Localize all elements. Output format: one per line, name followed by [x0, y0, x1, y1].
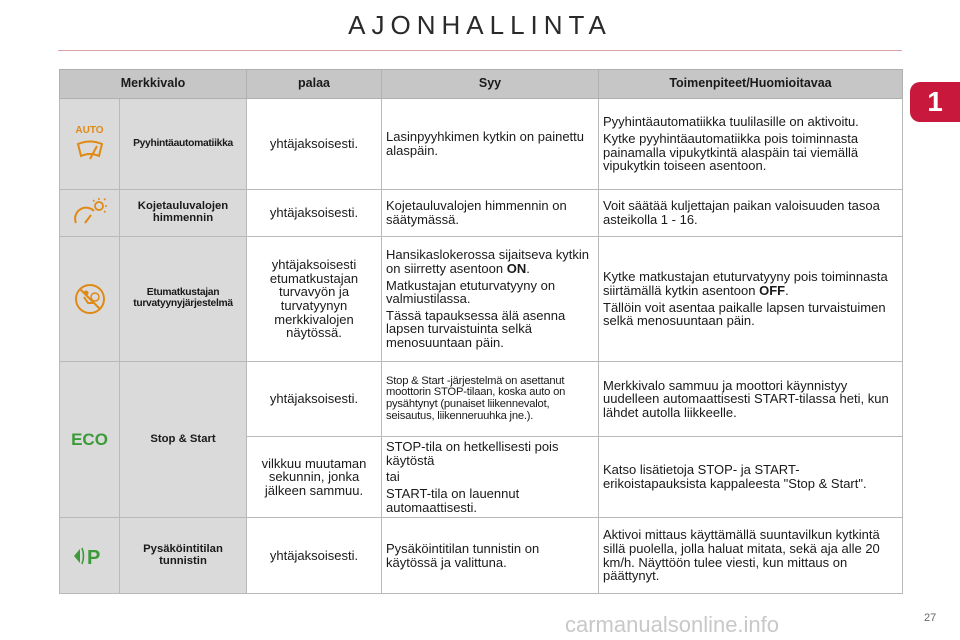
- action-cell: Merkkivalo sammuu ja moottori käynnistyy uudelleen automaattisesti START-tilassa heti, kun lähdet autolla liikkeelle.: [599, 362, 903, 437]
- svg-text:P: P: [86, 546, 100, 567]
- table-row: [60, 190, 903, 237]
- action-cell: Voit säätää kuljettajan paikan valoisuuden tasoa asteikolla 1 - 16.: [599, 190, 903, 237]
- icon-cell: [60, 190, 120, 237]
- title-divider: [58, 50, 902, 51]
- chapter-tab[interactable]: 1: [910, 82, 960, 122]
- table-row: [60, 518, 903, 594]
- cause-text: Matkustajan etuturvatyyny on valmiustilassa.: [386, 277, 556, 307]
- cause-cell: Pysäköintitilan tunnistin on käytössä ja valittuna.: [382, 518, 599, 594]
- state-cell: yhtäjaksoisesti.: [247, 362, 382, 437]
- action-cell: [599, 237, 903, 362]
- eco-icon: ECO: [71, 429, 108, 449]
- state-cell: yhtäjaksoisesti.: [247, 518, 382, 594]
- icon-cell: [60, 237, 120, 362]
- action-cell: Katso lisätietoja STOP- ja START-erikoistapauksista kappaleesta "Stop & Start".: [599, 437, 903, 518]
- indicator-name: Kojetauluvalojen himmennin: [120, 190, 247, 237]
- auto-label: AUTO: [75, 124, 104, 136]
- indicator-name: Pyyhintäautomatiikka: [120, 99, 247, 190]
- icon-cell: [60, 518, 120, 594]
- action-text: Kytke pyyhintäautomatiikka pois toiminnasta painamalla vipukytkintä alaspäin tai viemällä vipukytkin toiseen asentoon.: [603, 130, 859, 174]
- passenger-airbag-off-icon: [73, 290, 107, 305]
- switch-position-on: ON: [506, 260, 527, 276]
- action-text: Kytke matkustajan etuturvatyyny pois toiminnasta siirtämällä kytkin asentoon OFF.: [603, 269, 888, 298]
- cause-cell: Lasinpyyhkimen kytkin on painettu alaspäin.: [382, 99, 599, 190]
- cause-cell: [382, 237, 599, 362]
- cause-text: START-tila on lauennut automaattisesti.: [386, 485, 520, 515]
- action-cell: [599, 99, 903, 190]
- header-indicator: Merkkivalo: [60, 70, 247, 99]
- action-text: Pyyhintäautomatiikka tuulilasille on aktivoitu.: [603, 114, 859, 130]
- watermark: carmanualsonline.info: [565, 612, 780, 637]
- page-title: AJONHALLINTA: [348, 10, 612, 40]
- icon-cell: [60, 99, 120, 190]
- cause-cell: Kojetauluvalojen himmennin on säätymässä.: [382, 190, 599, 237]
- table-header-row: [60, 70, 903, 99]
- indicator-name: Etumatkustajan turvatyynyjärjestelmä: [120, 237, 247, 362]
- header-action: Toimenpiteet/Huomioitavaa: [599, 70, 903, 99]
- indicator-name: Stop & Start: [120, 362, 247, 518]
- cause-cell: [382, 437, 599, 518]
- header-state: palaa: [247, 70, 382, 99]
- switch-position-off: OFF: [759, 282, 786, 298]
- cause-text: Hansikaslokerossa sijaitseva kytkin on siirretty asentoon ON.: [386, 247, 590, 276]
- table-row: [60, 99, 903, 190]
- table-row: [60, 237, 903, 362]
- wiper-auto-icon: [75, 142, 105, 157]
- state-cell: yhtäjaksoisesti.: [247, 99, 382, 190]
- table-row: [60, 362, 903, 437]
- action-cell: Aktivoi mittaus käyttämällä suuntavilkun kytkintä sillä puolella, jolla haluat mitata, sekä aja alle 20 km/h. Näyttöön tulee viesti, kun mittaus on päättynyt.: [599, 518, 903, 594]
- state-cell: yhtäjaksoisesti.: [247, 190, 382, 237]
- action-text: Tällöin voit asentaa paikalle lapsen turvaistuimen selkä menosuuntaan päin.: [603, 299, 886, 329]
- indicator-table: [59, 69, 903, 594]
- indicator-name: Pysäköintitilan tunnistin: [120, 518, 247, 594]
- page-number: 27: [924, 612, 937, 624]
- state-cell: vilkkuu muutaman sekunnin, jonka jälkeen sammuu.: [247, 437, 382, 518]
- header-cause: Syy: [382, 70, 599, 99]
- dashboard-dimmer-icon: [72, 204, 108, 219]
- state-cell: yhtäjaksoisesti etumatkustajan turvavyön ja turvatyynyn merkkivalojen näytössä.: [247, 237, 382, 362]
- cause-text: Tässä tapauksessa älä asenna lapsen turvaistuinta selkä menosuuntaan päin.: [386, 307, 566, 351]
- cause-cell: Stop & Start -järjestelmä on asettanut moottorin STOP-tilaan, koska auto on pysähtynyt (punaiset liikennevalot, seisautus, liikenneruuhka jne.).: [382, 362, 599, 437]
- cause-text: tai: [386, 469, 400, 485]
- cause-text: STOP-tila on hetkellisesti pois käytöstä: [386, 439, 559, 468]
- park-sensor-icon: [72, 546, 108, 567]
- icon-cell: [60, 362, 120, 518]
